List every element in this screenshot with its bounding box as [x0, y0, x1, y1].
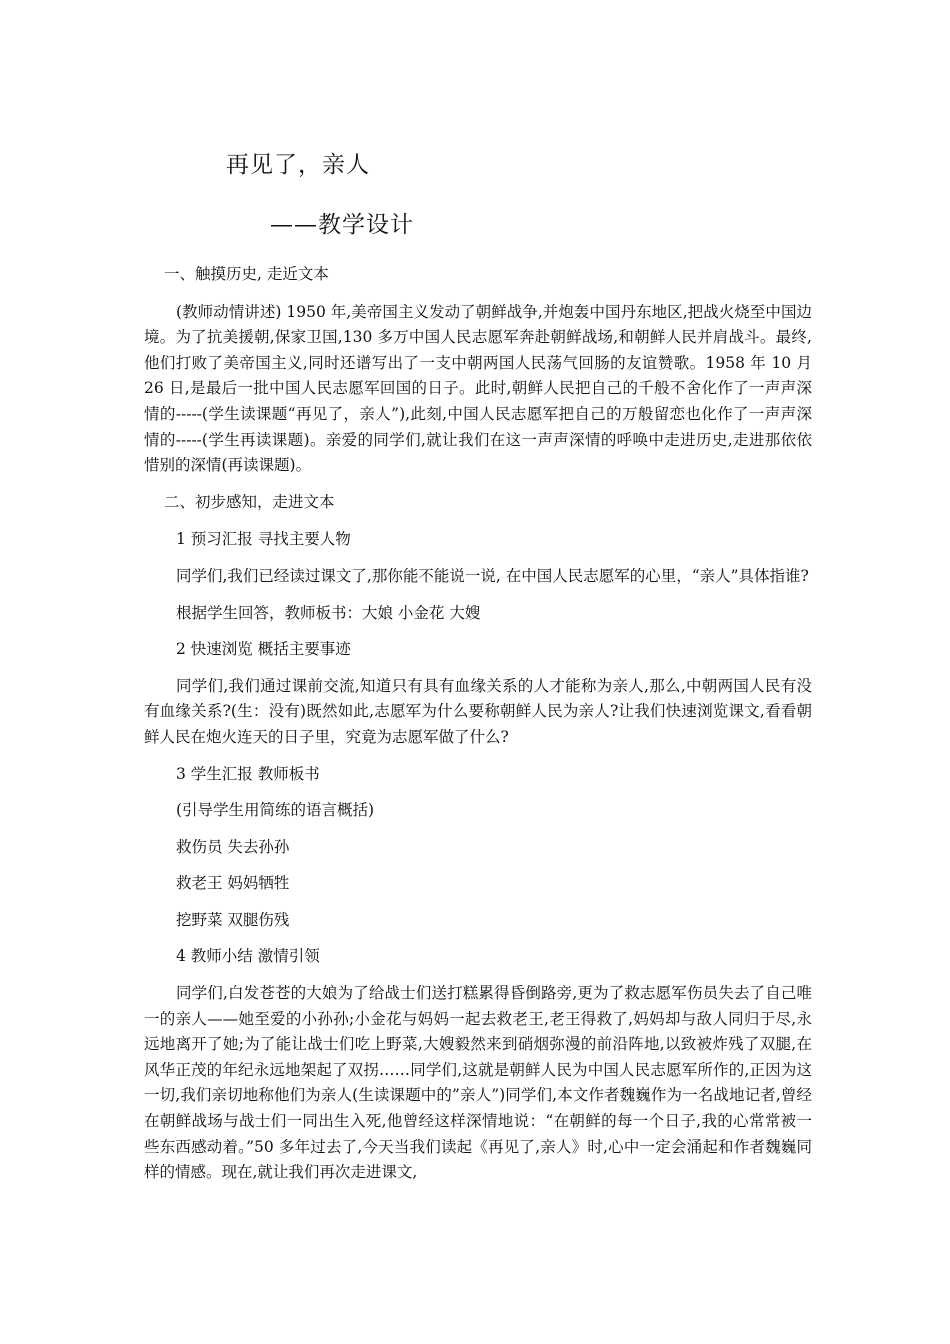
paragraph-board-writing: 根据学生回答，教师板书：大娘 小金花 大嫂: [176, 603, 481, 622]
paragraph-summary: 同学们,白发苍苍的大娘为了给战士们送打糕累得昏倒路旁,更为了救志愿军伤员失去了自己唯一的亲人——她至爱的小孙孙;小金花与妈妈一起去救老王,老王得救了,妈妈却与敌人同归于尽,永远地离开了她;为了能让战士们吃上野菜,大嫂毅然来到硝烟弥漫的前沿阵地,以致被炸残了双腿,在风华正茂的年纪永远地架起了双拐……同学们,这就是朝鲜人民为中国人民志愿军所作的,正因为这一切,我们亲切地称他们为亲人(生读课题中的”亲人”)同学们,本文作者魏巍作为一名战地记者,曾经在朝鲜战场与战士们一同出生入死,他曾经这样深情地说：“在朝鲜的每一个日子,我的心常常被一些东西感动着。”50 多年过去了,今天当我们读起《再见了,亲人》时,心中一定会涌起和作者魏巍同样的情感。现在,就让我们再次走进课文,: [144, 984, 812, 1182]
document-body: [144, 262, 812, 1197]
board-item-1: 救伤员 失去孙孙: [176, 837, 290, 856]
section-heading-1: 一、触摸历史, 走近文本: [164, 265, 329, 283]
paragraph-intro: (教师动情讲述) 1950 年,美帝国主义发动了朝鲜战争,并炮轰中国丹东地区,把战火烧至中国边境。为了抗美援朝,保家卫国,130 多万中国人民志愿军奔赴朝鲜战场,和朝鲜人民并肩战斗。最终,他们打败了美帝国主义,同时还谱写出了一支中朝两国人民荡气回肠的友谊赞歌。1958 年 10 月 26 日,是最后一批中国人民志愿军回国的日子。此时,朝鲜人民把自己的千般不舍化作了一声声深情的-----(学生读课题“再见了，亲人”),此刻,中国人民志愿军把自己的万般留恋也化作了一声声深情的-----(学生再读课题)。亲爱的同学们,就让我们在这一声声深情的呼唤中走进历史,走进那依依惜别的深情(再读课题)。: [144, 302, 812, 475]
paragraph-blood-relation: 同学们,我们通过课前交流,知道只有具有血缘关系的人才能称为亲人,那么,中朝两国人民有没有血缘关系?(生：没有)既然如此,志愿军为什么要称朝鲜人民为亲人?让我们快速浏览课文,看看朝鲜人民在炮火连天的日子里，究竟为志愿军做了什么?: [144, 676, 812, 746]
document-subtitle: ——教学设计: [270, 212, 414, 238]
paragraph-guidance: (引导学生用简练的语言概括): [176, 801, 375, 820]
section-heading-2: 二、初步感知，走进文本: [164, 492, 335, 511]
step-heading-1: 1 预习汇报 寻找主要人物: [176, 530, 351, 549]
step-heading-3: 3 学生汇报 教师板书: [176, 764, 320, 783]
board-item-2: 救老王 妈妈牺牲: [176, 874, 290, 893]
step-heading-4: 4 教师小结 激情引领: [176, 947, 320, 966]
paragraph-question-relatives: 同学们,我们已经读过课文了,那你能不能说一说, 在中国人民志愿军的心里，“亲人”具体指谁?: [176, 566, 809, 585]
board-item-3: 挖野菜 双腿伤残: [176, 910, 290, 929]
step-heading-2: 2 快速浏览 概括主要事迹: [176, 640, 351, 659]
document-title: 再见了，亲人: [226, 152, 370, 178]
